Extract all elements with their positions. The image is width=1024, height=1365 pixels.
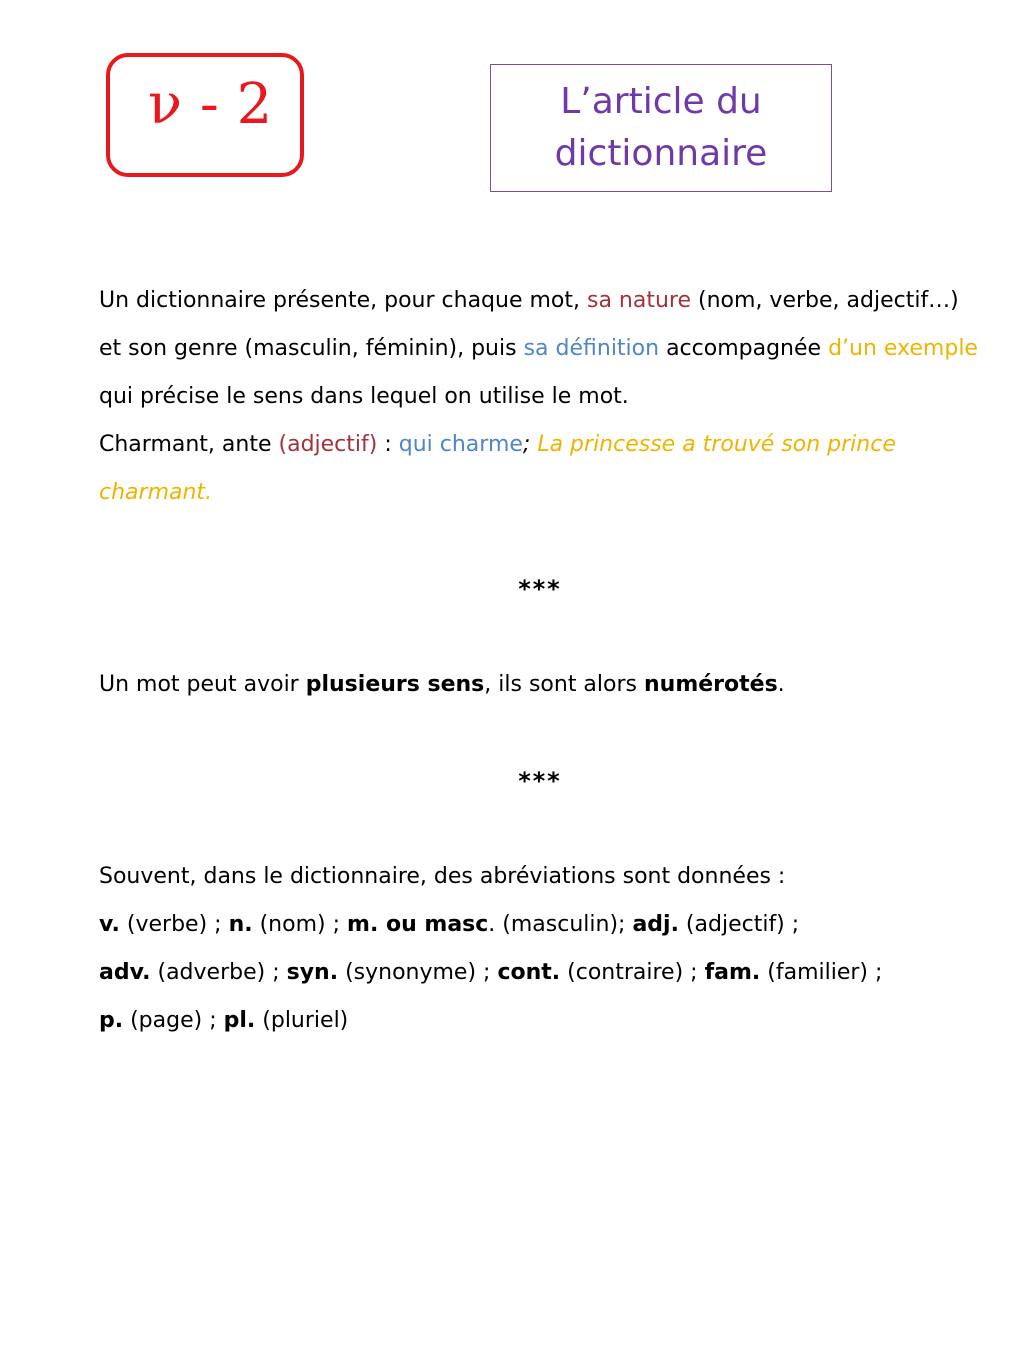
abbr-v-meaning: (verbe) ; xyxy=(119,912,229,937)
abbr-v: v. xyxy=(99,912,120,937)
abbr-adv-meaning: (adverbe) ; xyxy=(150,960,287,985)
abbr-cont: cont. xyxy=(497,960,561,985)
example-colon: : xyxy=(377,432,399,457)
example-word: Charmant, ante xyxy=(99,432,279,457)
abbreviations-line-2 xyxy=(99,949,979,997)
intro-paragraph xyxy=(99,277,979,421)
abbreviations-line-3 xyxy=(99,997,979,1045)
abbr-p: p. xyxy=(99,1008,124,1033)
abbr-syn: syn. xyxy=(286,960,339,985)
abbr-pl-meaning: (pluriel) xyxy=(255,1008,349,1033)
separator-2: *** xyxy=(517,767,561,795)
abbr-pl: pl. xyxy=(223,1008,256,1033)
intro-text-4: qui précise le sens dans lequel on utilise le mot. xyxy=(99,384,629,409)
sens-text-1: Un mot peut avoir xyxy=(99,672,306,697)
abbr-cont-meaning: (contraire) ; xyxy=(560,960,705,985)
abbr-n-meaning: (nom) ; xyxy=(252,912,348,937)
intro-exemple: d’un exemple xyxy=(828,336,978,361)
abbr-adj-meaning: (adjectif) ; xyxy=(678,912,800,937)
title-box xyxy=(490,64,832,192)
abbr-n: n. xyxy=(228,912,253,937)
abbreviations-line-1 xyxy=(99,901,979,949)
abbr-adj: adj. xyxy=(632,912,679,937)
example-semicolon: ; xyxy=(522,432,538,457)
title-line-2: dictionnaire xyxy=(554,133,768,174)
sens-paragraph xyxy=(99,661,979,709)
sens-bold-1: plusieurs sens xyxy=(305,672,485,697)
title-line-1: L’article du xyxy=(560,81,762,122)
abbr-fam: fam. xyxy=(704,960,761,985)
example-sentence: La princesse a trouvé son prince charmant. xyxy=(99,432,896,505)
intro-text-1: Un dictionnaire présente, pour chaque mot, xyxy=(99,288,587,313)
lesson-content xyxy=(99,277,979,1045)
intro-nature: sa nature xyxy=(587,288,692,313)
abbreviations-intro: Souvent, dans le dictionnaire, des abréviations sont données : xyxy=(99,864,786,889)
intro-definition: sa définition xyxy=(523,336,660,361)
lesson-badge xyxy=(106,53,304,177)
sens-text-2: , ils sont alors xyxy=(484,672,644,697)
abbr-syn-meaning: (synonyme) ; xyxy=(338,960,498,985)
abbr-masc: m. ou masc xyxy=(347,912,489,937)
abbr-masc-meaning: . (masculin); xyxy=(488,912,633,937)
page-title xyxy=(555,76,768,180)
intro-text-3: accompagnée xyxy=(659,336,829,361)
intro-text-2: (nom, verbe, adjectif…) et son genre (masculin, féminin), puis xyxy=(99,288,959,361)
example-entry xyxy=(99,421,979,517)
sens-text-3: . xyxy=(777,672,785,697)
example-definition: qui charme xyxy=(398,432,523,457)
abbr-adv: adv. xyxy=(99,960,151,985)
abbr-fam-meaning: (familier) ; xyxy=(760,960,883,985)
sens-bold-2: numérotés xyxy=(644,672,778,697)
example-nature: (adjectif) xyxy=(278,432,378,457)
separator-1: *** xyxy=(517,575,561,603)
lesson-badge-label: ν - 2 xyxy=(148,72,273,137)
abbr-p-meaning: (page) ; xyxy=(123,1008,224,1033)
